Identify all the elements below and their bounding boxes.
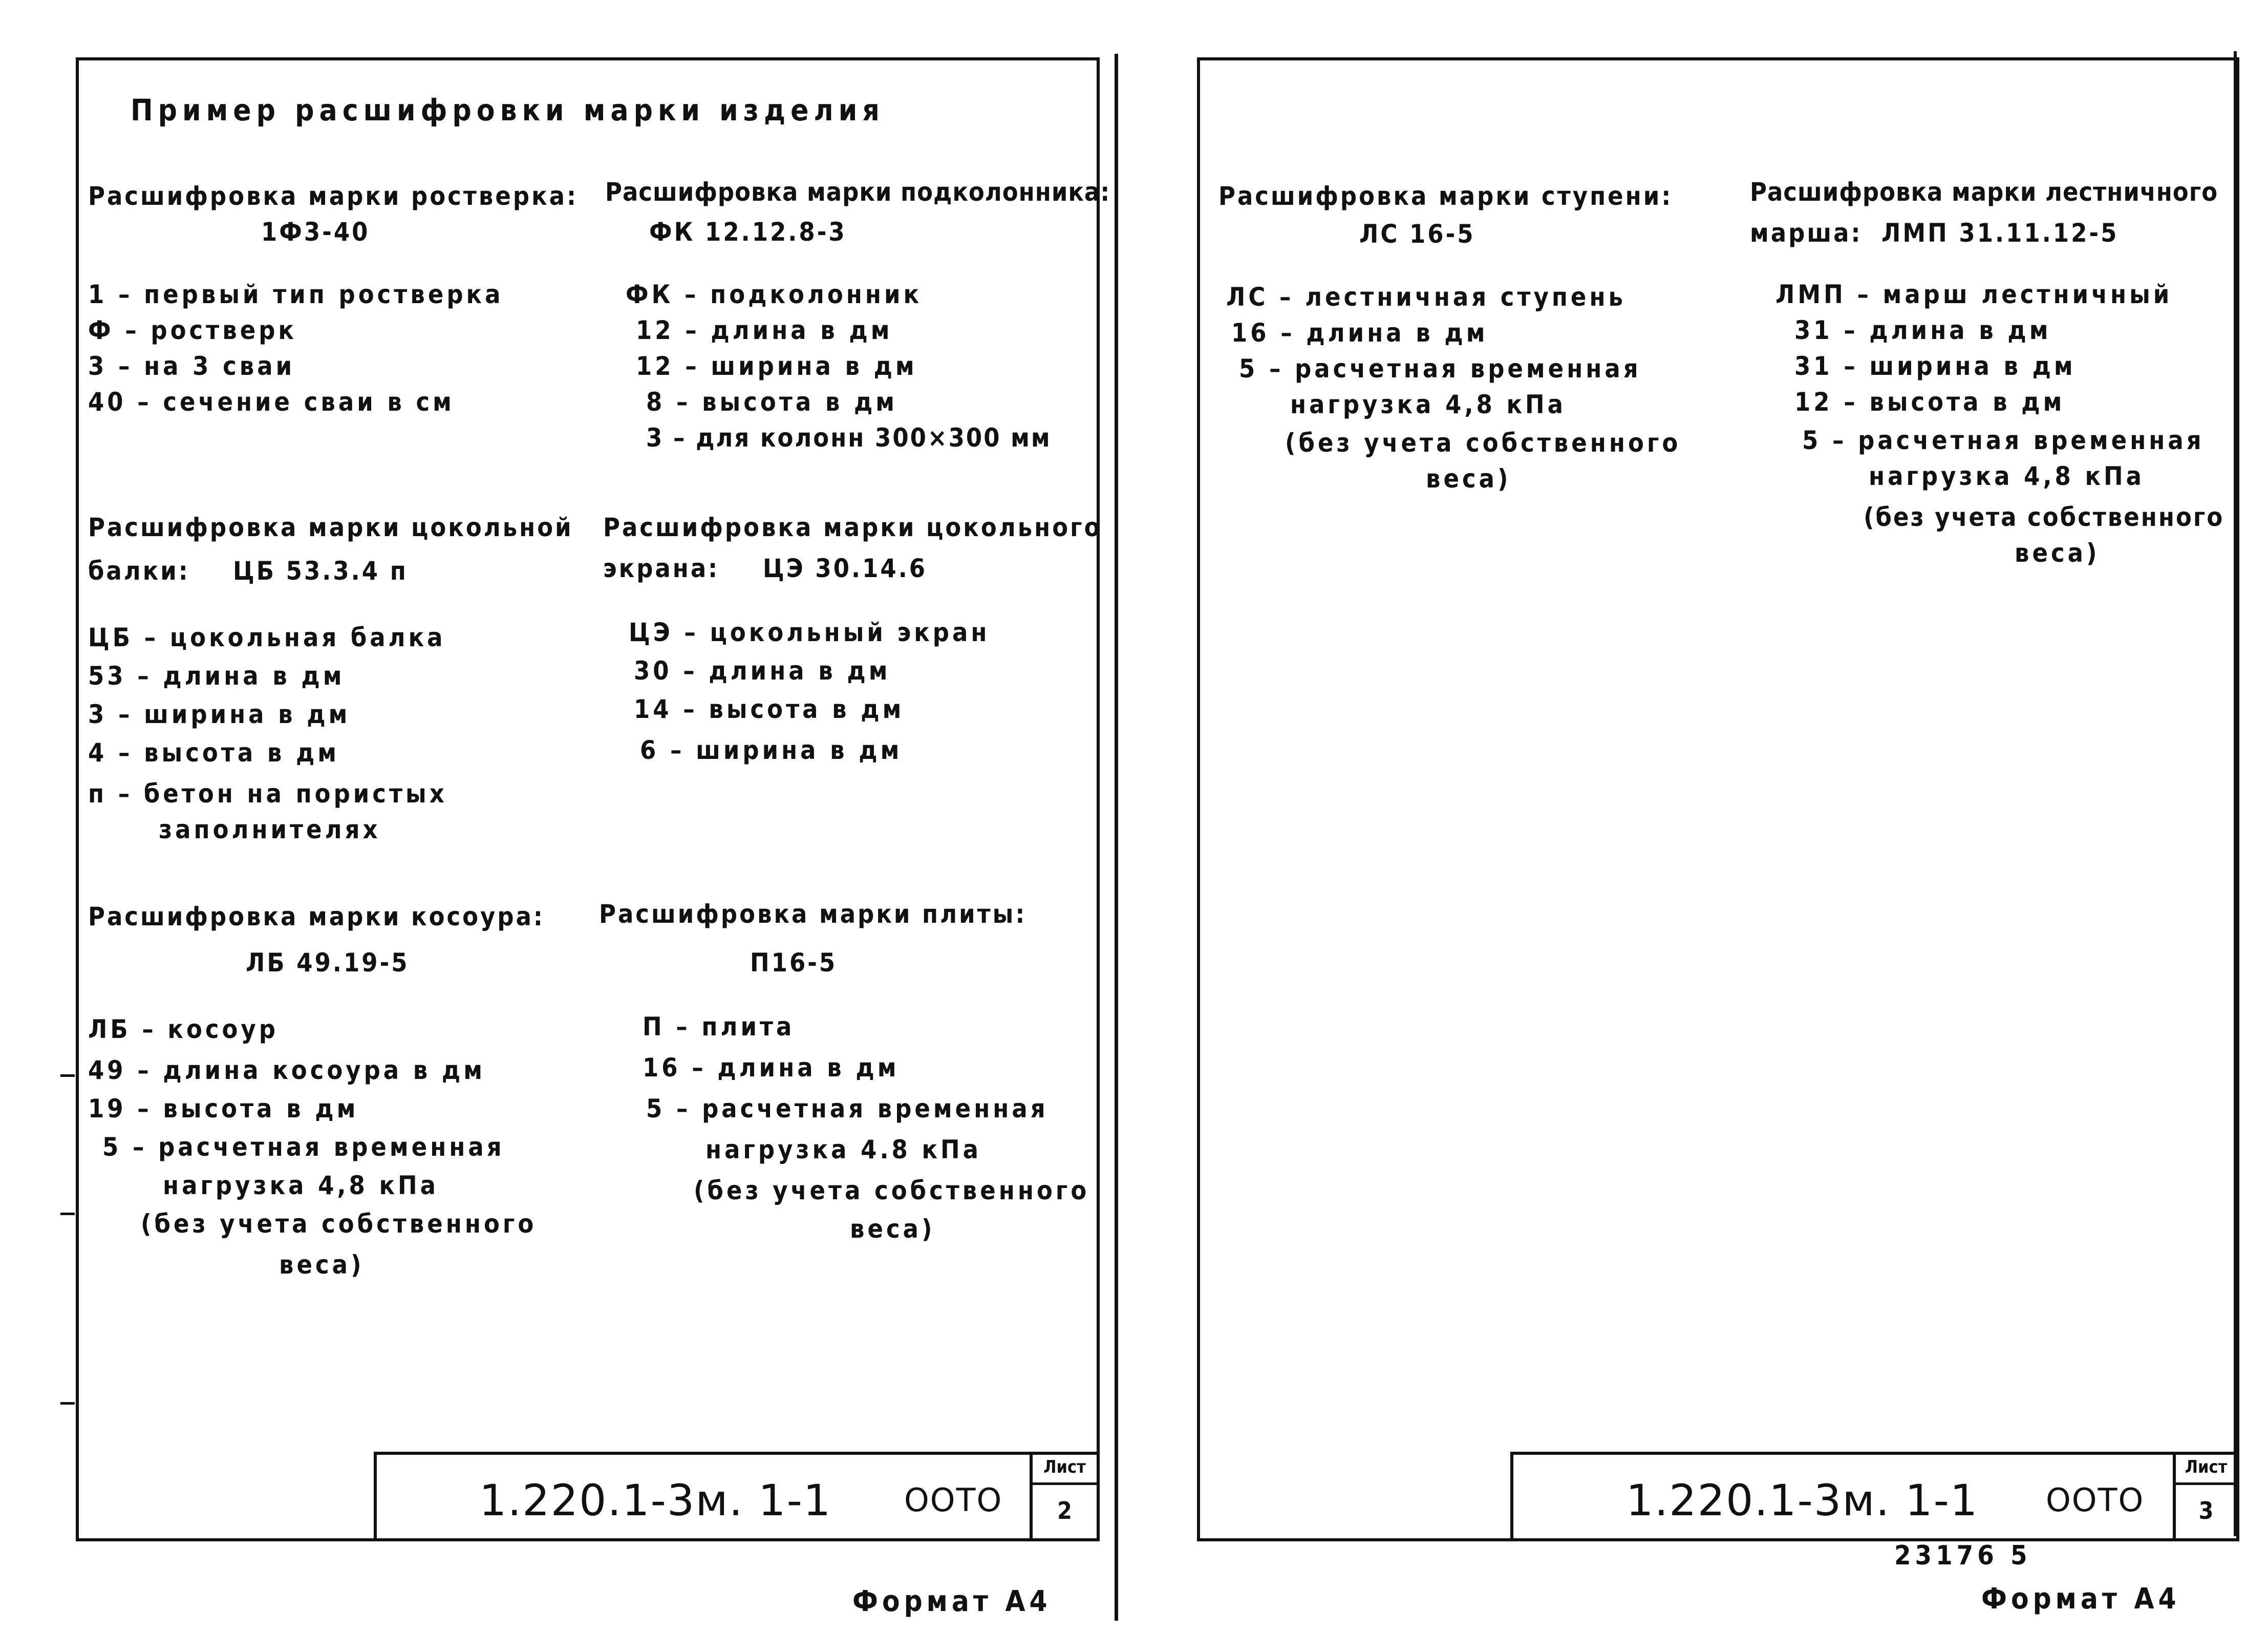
plita-heading: Расшифровка марки плиты: bbox=[599, 899, 1027, 929]
right-format-label: Формат А4 bbox=[1981, 1582, 2180, 1616]
title-block-stamp bbox=[1510, 1452, 2239, 1541]
sheet-number-cell bbox=[2173, 1455, 2236, 1538]
stamp-doc-code: 1.220.1-3м. 1-1 bbox=[479, 1475, 832, 1525]
sheet-number-cell bbox=[1030, 1455, 1097, 1538]
marsh-heading: Расшифровка марки лестничного bbox=[1750, 177, 2218, 207]
podkolonnik-heading: Расшифровка марки подколонника: bbox=[605, 177, 1110, 207]
stamp-suffix: ООТО bbox=[904, 1481, 1003, 1519]
cokolny-ekran-line: ЦЭ – цокольный экран bbox=[629, 618, 990, 647]
rostverk-line: 40 – сечение сваи в см bbox=[88, 387, 455, 417]
podkolonnik-line: 12 – ширина в дм bbox=[636, 351, 917, 381]
margin-tick bbox=[60, 1402, 75, 1405]
margin-tick bbox=[60, 1074, 75, 1077]
plita-line: (без учета собственного bbox=[694, 1176, 1090, 1205]
left-format-label: Формат А4 bbox=[852, 1585, 1052, 1618]
cokolnaya-balka-heading: Расшифровка марки цокольной bbox=[88, 513, 573, 542]
plita-line: П – плита bbox=[643, 1012, 795, 1042]
cokolnaya-balka-line: ЦБ – цокольная балка bbox=[88, 623, 446, 652]
sheet-number: 2 bbox=[1057, 1497, 1072, 1524]
kosour-line: 5 – расчетная временная bbox=[102, 1132, 505, 1162]
rostverk-line: 1 – первый тип ростверка bbox=[88, 280, 504, 309]
plita-line: 5 – расчетная временная bbox=[646, 1094, 1049, 1123]
marsh-line: 31 – ширина в дм bbox=[1794, 351, 2076, 381]
marsh-line: 31 – длина в дм bbox=[1794, 315, 2051, 345]
rostverk-heading: Расшифровка марки ростверка: bbox=[88, 181, 578, 211]
stamp-suffix: ООТО bbox=[2046, 1481, 2145, 1519]
cokolnaya-balka-code: ЦБ 53.3.4 п bbox=[233, 556, 408, 586]
sheet-number: 3 bbox=[2198, 1497, 2214, 1524]
rostverk-code: 1Ф3-40 bbox=[261, 217, 370, 247]
cokolny-ekran-line: 14 – высота в дм bbox=[634, 694, 905, 724]
kosour-line: нагрузка 4,8 кПа bbox=[163, 1171, 439, 1200]
podkolonnik-line: 12 – длина в дм bbox=[636, 315, 893, 345]
stupen-line: нагрузка 4,8 кПа bbox=[1290, 390, 1567, 419]
cokolnaya-balka-line: 4 – высота в дм bbox=[88, 738, 340, 768]
cokolny-ekran-heading-2: экрана: bbox=[603, 554, 720, 583]
stupen-code: ЛС 16-5 bbox=[1359, 219, 1475, 249]
marsh-line: нагрузка 4,8 кПа bbox=[1869, 461, 2145, 491]
podkolonnik-line: 3 – для колонн 300×300 мм bbox=[646, 423, 1052, 453]
marsh-line: 5 – расчетная временная bbox=[1802, 426, 2205, 455]
cokolnaya-balka-line: 53 – длина в дм bbox=[88, 661, 345, 691]
sheet-number-label: Лист bbox=[1033, 1457, 1097, 1485]
podkolonnik-line: 8 – высота в дм bbox=[646, 387, 898, 417]
left-sheet-title: Пример расшифровки марки изделия bbox=[131, 93, 885, 128]
stupen-heading: Расшифровка марки ступени: bbox=[1218, 181, 1673, 211]
podkolonnik-code: ФК 12.12.8-3 bbox=[649, 217, 847, 247]
stupen-line: 16 – длина в дм bbox=[1231, 318, 1488, 348]
marsh-line: (без учета собственного bbox=[1864, 502, 2224, 532]
stupen-line: веса) bbox=[1426, 464, 1511, 494]
plita-line: нагрузка 4.8 кПа bbox=[705, 1135, 982, 1164]
marsh-line: ЛМП – марш лестничный bbox=[1775, 280, 2173, 309]
plita-line: 16 – длина в дм bbox=[643, 1053, 900, 1083]
archive-number: 23176 5 bbox=[1894, 1540, 2031, 1571]
cokolny-ekran-heading: Расшифровка марки цокольного bbox=[603, 513, 1102, 542]
stupen-line: (без учета собственного bbox=[1285, 428, 1681, 458]
kosour-line: веса) bbox=[279, 1250, 365, 1280]
plita-line: веса) bbox=[850, 1214, 935, 1244]
stamp-doc-code: 1.220.1-3м. 1-1 bbox=[1626, 1475, 1979, 1525]
plita-code: П16-5 bbox=[750, 948, 838, 978]
kosour-heading: Расшифровка марки косоура: bbox=[88, 902, 545, 931]
kosour-line: 19 – высота в дм bbox=[88, 1094, 359, 1123]
marsh-line: 12 – высота в дм bbox=[1794, 387, 2065, 417]
podkolonnik-line: ФК – подколонник bbox=[626, 280, 923, 309]
margin-tick bbox=[60, 1213, 75, 1215]
kosour-code: ЛБ 49.19-5 bbox=[246, 948, 410, 978]
marsh-heading-2: марша: bbox=[1750, 218, 1863, 248]
cokolnaya-balka-line: 3 – ширина в дм bbox=[88, 699, 351, 729]
sheet-divider-line bbox=[1115, 54, 1118, 1621]
cokolnaya-balka-heading-2: балки: bbox=[88, 556, 190, 586]
title-block-stamp bbox=[374, 1452, 1100, 1541]
cokolnaya-balka-line: п – бетон на пористых bbox=[88, 779, 447, 809]
kosour-line: ЛБ – косоур bbox=[88, 1014, 279, 1044]
stupen-line: ЛС – лестничная ступень bbox=[1226, 282, 1626, 312]
cokolny-ekran-line: 6 – ширина в дм bbox=[640, 735, 903, 765]
rostverk-line: 3 – на 3 сваи bbox=[88, 351, 295, 381]
sheet-number-label: Лист bbox=[2176, 1457, 2236, 1485]
rostverk-line: Ф – ростверк bbox=[88, 315, 297, 345]
marsh-code: ЛМП 31.11.12-5 bbox=[1881, 218, 2119, 248]
kosour-line: 49 – длина косоура в дм bbox=[88, 1055, 486, 1085]
stupen-line: 5 – расчетная временная bbox=[1239, 354, 1641, 384]
cokolnaya-balka-line: заполнителях bbox=[159, 815, 381, 844]
marsh-line: веса) bbox=[2015, 538, 2100, 568]
kosour-line: (без учета собственного bbox=[141, 1209, 537, 1239]
cokolny-ekran-line: 30 – длина в дм bbox=[634, 656, 891, 686]
cokolny-ekran-code: ЦЭ 30.14.6 bbox=[763, 554, 928, 583]
